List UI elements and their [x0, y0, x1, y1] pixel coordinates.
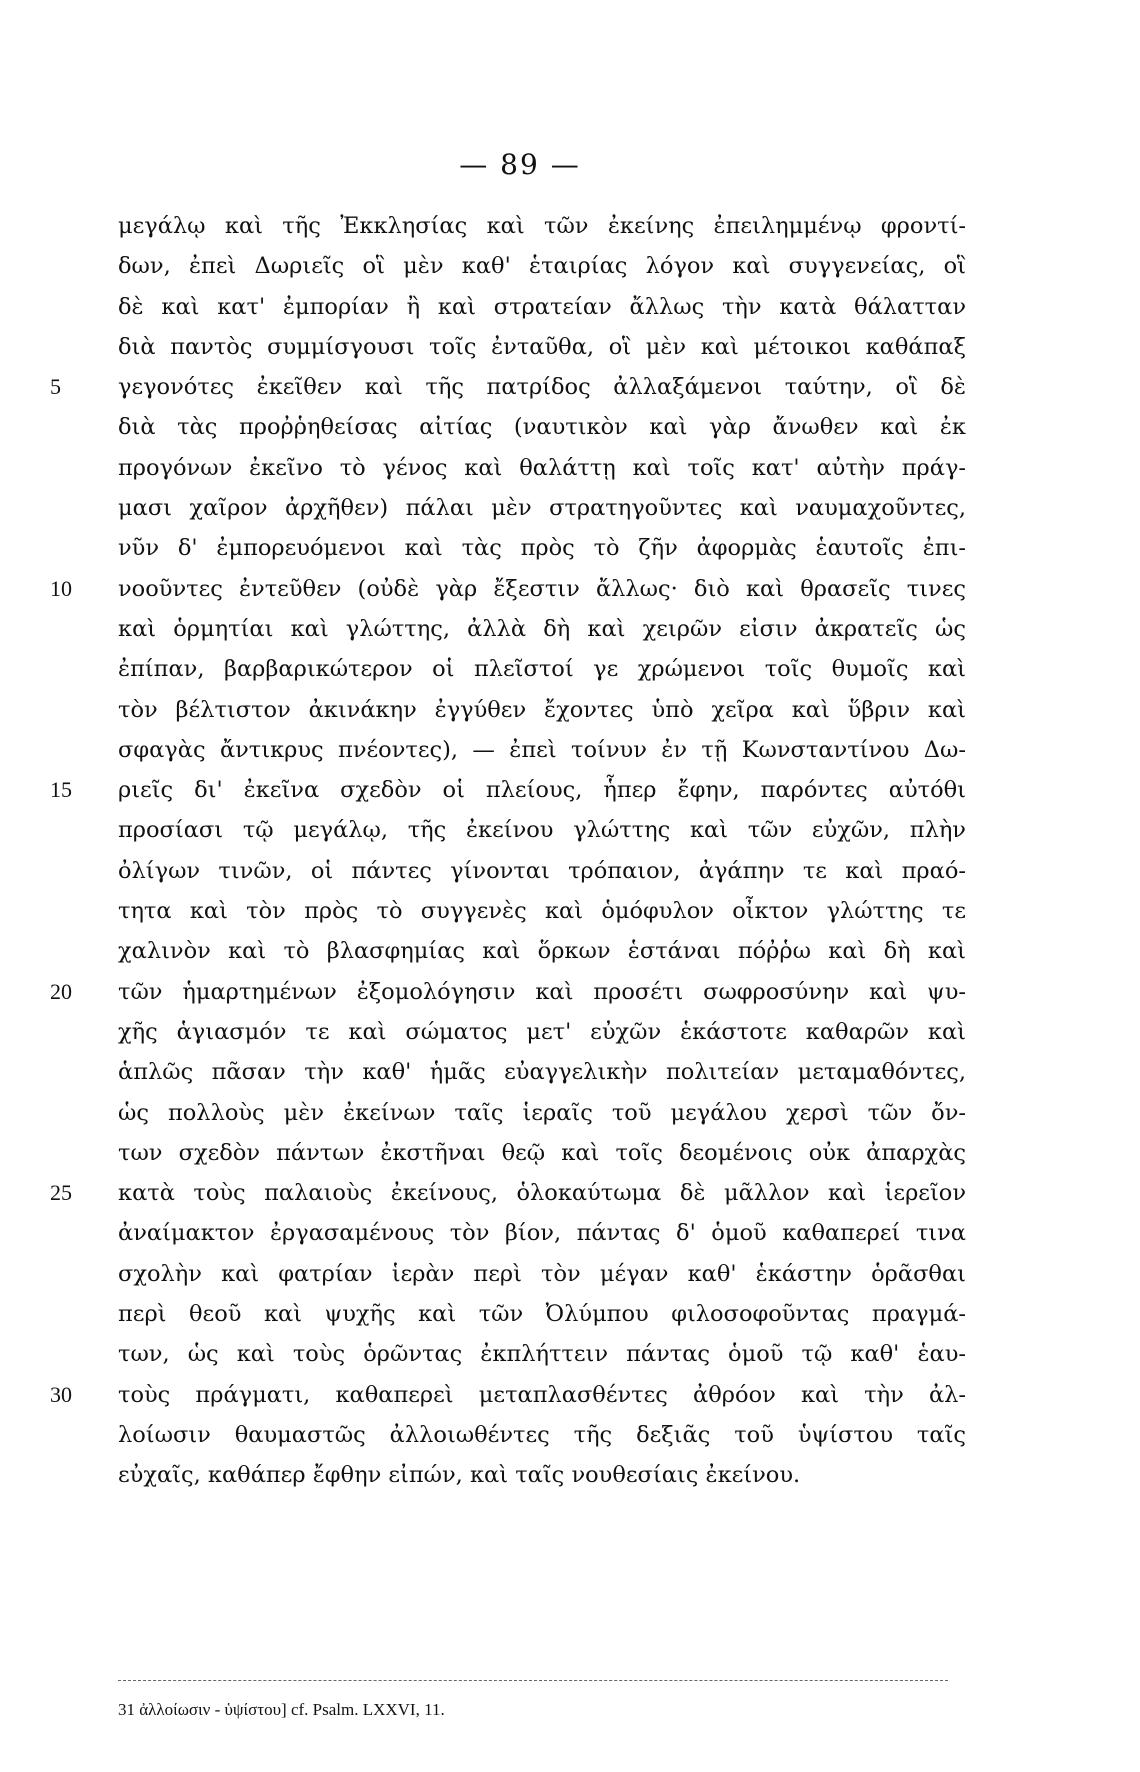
- line-text: χῆς ἁγιασμόν τε καὶ σώματος μετ' εὐχῶν ἑκάστοτε καθαρῶν καὶ: [118, 1018, 966, 1045]
- text-line: [50, 1012, 1050, 1052]
- line-text: των, ὡς καὶ τοὺς ὁρῶντας ἐκπλήττειν πάντας ὁμοῦ τῷ καθ' ἑαυ-: [118, 1341, 966, 1368]
- text-line: [50, 1334, 1050, 1374]
- line-text: μεγάλῳ καὶ τῆς Ἐκκλησίας καὶ τῶν ἐκείνης ἐπειλημμένῳ φροντί-: [118, 213, 966, 239]
- text-line: [50, 931, 1050, 971]
- text-line: [50, 1213, 1050, 1253]
- line-number: 25: [50, 1180, 72, 1206]
- text-line: [50, 1052, 1050, 1092]
- text-line: [50, 1173, 1050, 1213]
- text-line: [50, 246, 1050, 286]
- line-text: ριεῖς δι' ἐκεῖνα σχεδὸν οἱ πλείους, ἧπερ ἔφην, παρόντες αὐτόθι: [118, 777, 966, 804]
- text-line: [50, 1093, 1050, 1133]
- text-line: [50, 488, 1050, 528]
- line-text: σχολὴν καὶ φατρίαν ἱερὰν περὶ τὸν μέγαν καθ' ἑκάστην ὁρᾶσθαι: [118, 1260, 966, 1287]
- line-text: τὸν βέλτιστον ἀκινάκην ἐγγύθεν ἔχοντες ὑπὸ χεῖρα καὶ ὕβριν καὶ: [118, 696, 966, 723]
- line-text: ἁπλῶς πᾶσαν τὴν καθ' ἡμᾶς εὐαγγελικὴν πολιτείαν μεταμαθόντες,: [118, 1059, 966, 1086]
- line-text: προγόνων ἐκεῖνο τὸ γένος καὶ θαλάττῃ καὶ τοῖς κατ' αὐτὴν πράγ-: [118, 454, 966, 481]
- line-number: 5: [50, 374, 61, 400]
- text-line: [50, 609, 1050, 649]
- line-text: τητα καὶ τὸν πρὸς τὸ συγγενὲς καὶ ὁμόφυλον οἶκτον γλώττης τε: [118, 898, 966, 925]
- text-line: [50, 770, 1050, 810]
- text-line: [50, 972, 1050, 1012]
- text-line: [50, 448, 1050, 488]
- text-line: [50, 367, 1050, 407]
- page-number: — 89 —: [459, 148, 581, 181]
- text-line: [50, 1375, 1050, 1415]
- line-text: γεγονότες ἐκεῖθεν καὶ τῆς πατρίδος ἀλλαξάμενοι ταύτην, οἳ δὲ: [118, 374, 966, 401]
- line-text: ἀναίμακτον ἐργασαμένους τὸν βίον, πάντας δ' ὁμοῦ καθαπερεί τινα: [118, 1220, 966, 1247]
- footnote-divider: [118, 1680, 948, 1681]
- text-line: [50, 730, 1050, 770]
- line-text: χαλινὸν καὶ τὸ βλασφημίας καὶ ὅρκων ἑστάναι πόῤῥω καὶ δὴ καὶ: [118, 938, 966, 965]
- line-text: διὰ τὰς προῤῥηθείσας αἰτίας (ναυτικὸν καὶ γὰρ ἄνωθεν καὶ ἐκ: [118, 414, 966, 441]
- text-line: [50, 1133, 1050, 1173]
- line-number: 30: [50, 1381, 72, 1407]
- line-text: ὀλίγων τινῶν, οἱ πάντες γίνονται τρόπαιον, ἀγάπην τε καὶ πραό-: [118, 857, 966, 884]
- line-text: μασι χαῖρον ἀρχῆθεν) πάλαι μὲν στρατηγοῦντες καὶ ναυμαχοῦντες,: [118, 495, 966, 522]
- text-line: [50, 528, 1050, 568]
- line-text: κατὰ τοὺς παλαιοὺς ἐκείνους, ὁλοκαύτωμα δὲ μᾶλλον καὶ ἱερεῖον: [118, 1180, 966, 1207]
- main-text: [50, 206, 1050, 1496]
- line-text: ἐπίπαν, βαρβαρικώτερον οἱ πλεῖστοί γε χρώμενοι τοῖς θυμοῖς καὶ: [118, 656, 966, 683]
- line-text: διὰ παντὸς συμμίσγουσι τοῖς ἐνταῦθα, οἳ μὲν καὶ μέτοικοι καθάπαξ: [118, 333, 966, 360]
- line-text: νῦν δ' ἐμπορευόμενοι καὶ τὰς πρὸς τὸ ζῆν ἀφορμὰς ἑαυτοῖς ἐπι-: [118, 535, 966, 562]
- line-text: λοίωσιν θαυμαστῶς ἀλλοιωθέντες τῆς δεξιᾶς τοῦ ὑψίστου ταῖς: [118, 1421, 966, 1448]
- text-line: [50, 1294, 1050, 1334]
- footnote: 31 ἀλλοίωσιν - ὑψίστου] cf. Psalm. LXXVI, 11.: [118, 1700, 445, 1719]
- line-number: 15: [50, 777, 72, 803]
- text-line: [50, 891, 1050, 931]
- line-text: καὶ ὁρμητίαι καὶ γλώττης, ἀλλὰ δὴ καὶ χειρῶν εἰσιν ἀκρατεῖς ὡς: [118, 615, 966, 642]
- text-line: [50, 407, 1050, 447]
- text-line: [50, 1254, 1050, 1294]
- line-number: 20: [50, 978, 72, 1004]
- text-line: [50, 690, 1050, 730]
- line-text: δὲ καὶ κατ' ἐμπορίαν ἢ καὶ στρατείαν ἄλλως τὴν κατὰ θάλατταν: [118, 293, 966, 320]
- text-line: [50, 1415, 1050, 1455]
- text-line: [50, 569, 1050, 609]
- text-line: [50, 649, 1050, 689]
- line-text: περὶ θεοῦ καὶ ψυχῆς καὶ τῶν Ὀλύμπου φιλοσοφοῦντας πραγμά-: [118, 1301, 966, 1328]
- text-line: [50, 327, 1050, 367]
- text-line: [50, 206, 1050, 246]
- text-line: [50, 810, 1050, 850]
- text-line: [50, 1455, 1050, 1495]
- line-text: τῶν ἡμαρτημένων ἐξομολόγησιν καὶ προσέτι σωφροσύνην καὶ ψυ-: [118, 978, 966, 1005]
- line-text: σφαγὰς ἄντικρυς πνέοντες), — ἐπεὶ τοίνυν ἐν τῇ Κωνσταντίνου Δω-: [118, 736, 966, 763]
- line-text: ὡς πολλοὺς μὲν ἐκείνων ταῖς ἱεραῖς τοῦ μεγάλου χερσὶ τῶν ὄν-: [118, 1099, 966, 1126]
- text-line: [50, 851, 1050, 891]
- line-number: 10: [50, 575, 72, 601]
- line-text: προσίασι τῷ μεγάλῳ, τῆς ἐκείνου γλώττης καὶ τῶν εὐχῶν, πλὴν: [118, 817, 966, 844]
- line-text: δων, ἐπεὶ Δωριεῖς οἳ μὲν καθ' ἑταιρίας λόγον καὶ συγγενείας, οἳ: [118, 253, 966, 280]
- text-line: [50, 287, 1050, 327]
- line-text: των σχεδὸν πάντων ἐκστῆναι θεῷ καὶ τοῖς δεομένοις οὐκ ἀπαρχὰς: [118, 1139, 966, 1166]
- line-text: τοὺς πράγματι, καθαπερεὶ μεταπλασθέντες ἀθρόον καὶ τὴν ἀλ-: [118, 1381, 966, 1408]
- line-text: νοοῦντες ἐντεῦθεν (οὐδὲ γὰρ ἔξεστιν ἄλλως· διὸ καὶ θρασεῖς τινες: [118, 575, 966, 602]
- line-text: εὐχαῖς, καθάπερ ἔφθην εἰπών, καὶ ταῖς νουθεσίαις ἐκείνου.: [118, 1462, 801, 1489]
